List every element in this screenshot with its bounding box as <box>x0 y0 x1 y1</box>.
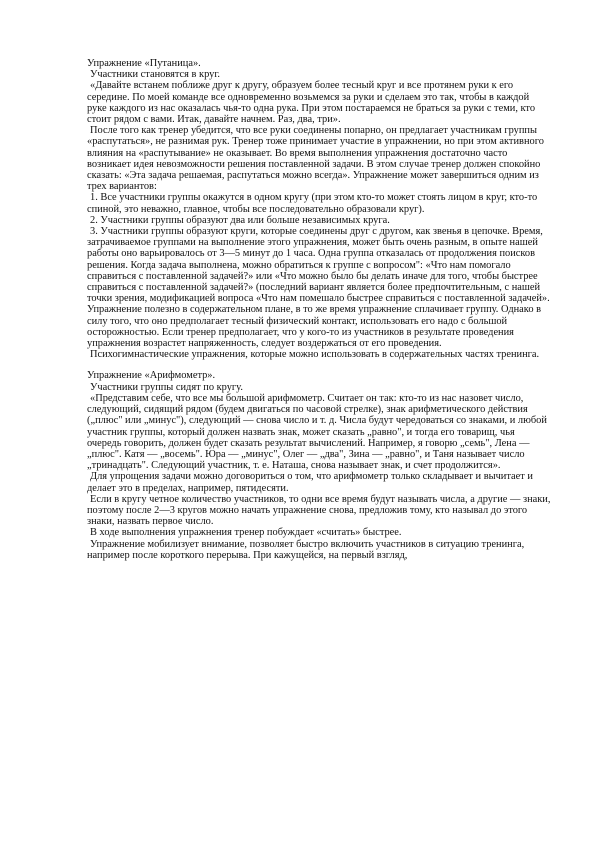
list-item: 3. Участники группы образуют круги, которые соединены друг с другом, как звенья в цепочке. Время, затрачиваемое группами на выполнение этого упражнения, может быть очень разным, в опыте нашей работы оно варьировалось от 3—5 минут до 1 часа. Одна группа отказалась от продолжения поисков решения. Когда задача выполнена, можно обратиться к группе с вопросом": «Что нам помогало справиться с поставленной задачей?» или «Что можно было бы делать иначе для того, чтобы быстрее справиться с поставленной задачей?» (последний вариант является более предпочтительным, с нашей точки зрения, модификацией вопроса «Что нам помешало быстрее справиться с поставленной задачей». Упражнение полезно в содержательном плане, в то же время упражнение сплачивает группу. Однако в силу того, что оно предполагает тесный физический контакт, использовать его надо с большой осторожностью. Если тренер предполагает, что у кого-то из участников в результате проведения упражнения возрастет напряженность, следует воздержаться от его проведения. <box>87 226 550 350</box>
paragraph: Для упрощения задачи можно договориться о том, что арифмометр только складывает и вычитает и делает это в пределах, например, пятидесяти. <box>87 471 533 494</box>
paragraph: Участники становятся в круг. <box>90 69 221 81</box>
paragraph: Психогимнастические упражнения, которые можно использовать в содержательных частях тренинга. <box>90 349 540 361</box>
paragraph: Упражнение мобилизует внимание, позволяет быстро включить участников в ситуацию тренинга, например после короткого перерыва. При кажущейся, на первый взгляд, <box>87 538 525 561</box>
section-gap <box>87 360 551 370</box>
list-item: 2. Участники группы образуют два или больше независимых круга. <box>90 214 390 226</box>
section-title: Упражнение «Путаница». <box>87 58 201 69</box>
paragraph: «Давайте встанем поближе друг к другу, образуем более тесный круг и все протянем руки к его середине. По моей команде все одновременно возьмемся за руки и сделаем это так, чтобы в каждой руке каждого из нас оказалась чья-то одна рука. При этом постараемся не браться за руки с теми, кто стоит рядом с вами. Итак, давайте начнем. Раз, два, три». <box>87 80 536 126</box>
document-body <box>87 58 551 561</box>
paragraph: После того как тренер убедится, что все руки соединены попарно, он предлагает участникам группы «распутаться», не разнимая рук. Тренер тоже принимает участие в упражнении, но при этом активного влияния на «распутывание» не оказывает. Во время выполнения упражнения достаточно часто возникает идея невозможности решения поставленной задачи. В этом случае тренер должен спокойно сказать: «Эта задача решаемая, распутаться можно всегда». Упражнение может завершиться одним из трех вариантов: <box>87 125 544 193</box>
paragraph: «Представим себе, что все мы большой арифмометр. Считает он так: кто-то из нас назовет число, следующий, сидящий рядом (будем двигаться по часовой стрелке), знак арифметического действия („плюс" или „минус"), следующий — снова число и т. д. Числа будут чередоваться со знаками, и любой участник группы, который должен назвать знак, может сказать „равно", и тогда его товарищ, чья очередь говорить, должен будет сказать результат вычислений. Например, я говорю „семь", Лена — „плюс". Катя — „восемь". Юра — „минус", Олег — „два", Зина — „равно", и Таня называет число „тринадцать". Следующий участник, т. е. Наташа, снова называет знак, и счет продолжится». <box>87 392 547 472</box>
paragraph: Если в кругу четное количество участников, то одни все время будут называть числа, а другие — знаки, поэтому после 2—3 кругов можно начать упражнение снова, предложив тому, кто называл до этого знаки, назвать первое число. <box>87 493 551 528</box>
paragraph: В ходе выполнения упражнения тренер побуждает «считать» быстрее. <box>90 527 402 539</box>
paragraph: Участники группы сидят по кругу. <box>90 381 243 393</box>
section-title: Упражнение «Арифмометр». <box>87 370 216 382</box>
list-item: 1. Все участники группы окажутся в одном кругу (при этом кто-то может стоять лицом в круг, кто-то спиной, это неважно, главное, чтобы все последовательно образовали круг). <box>87 192 538 215</box>
